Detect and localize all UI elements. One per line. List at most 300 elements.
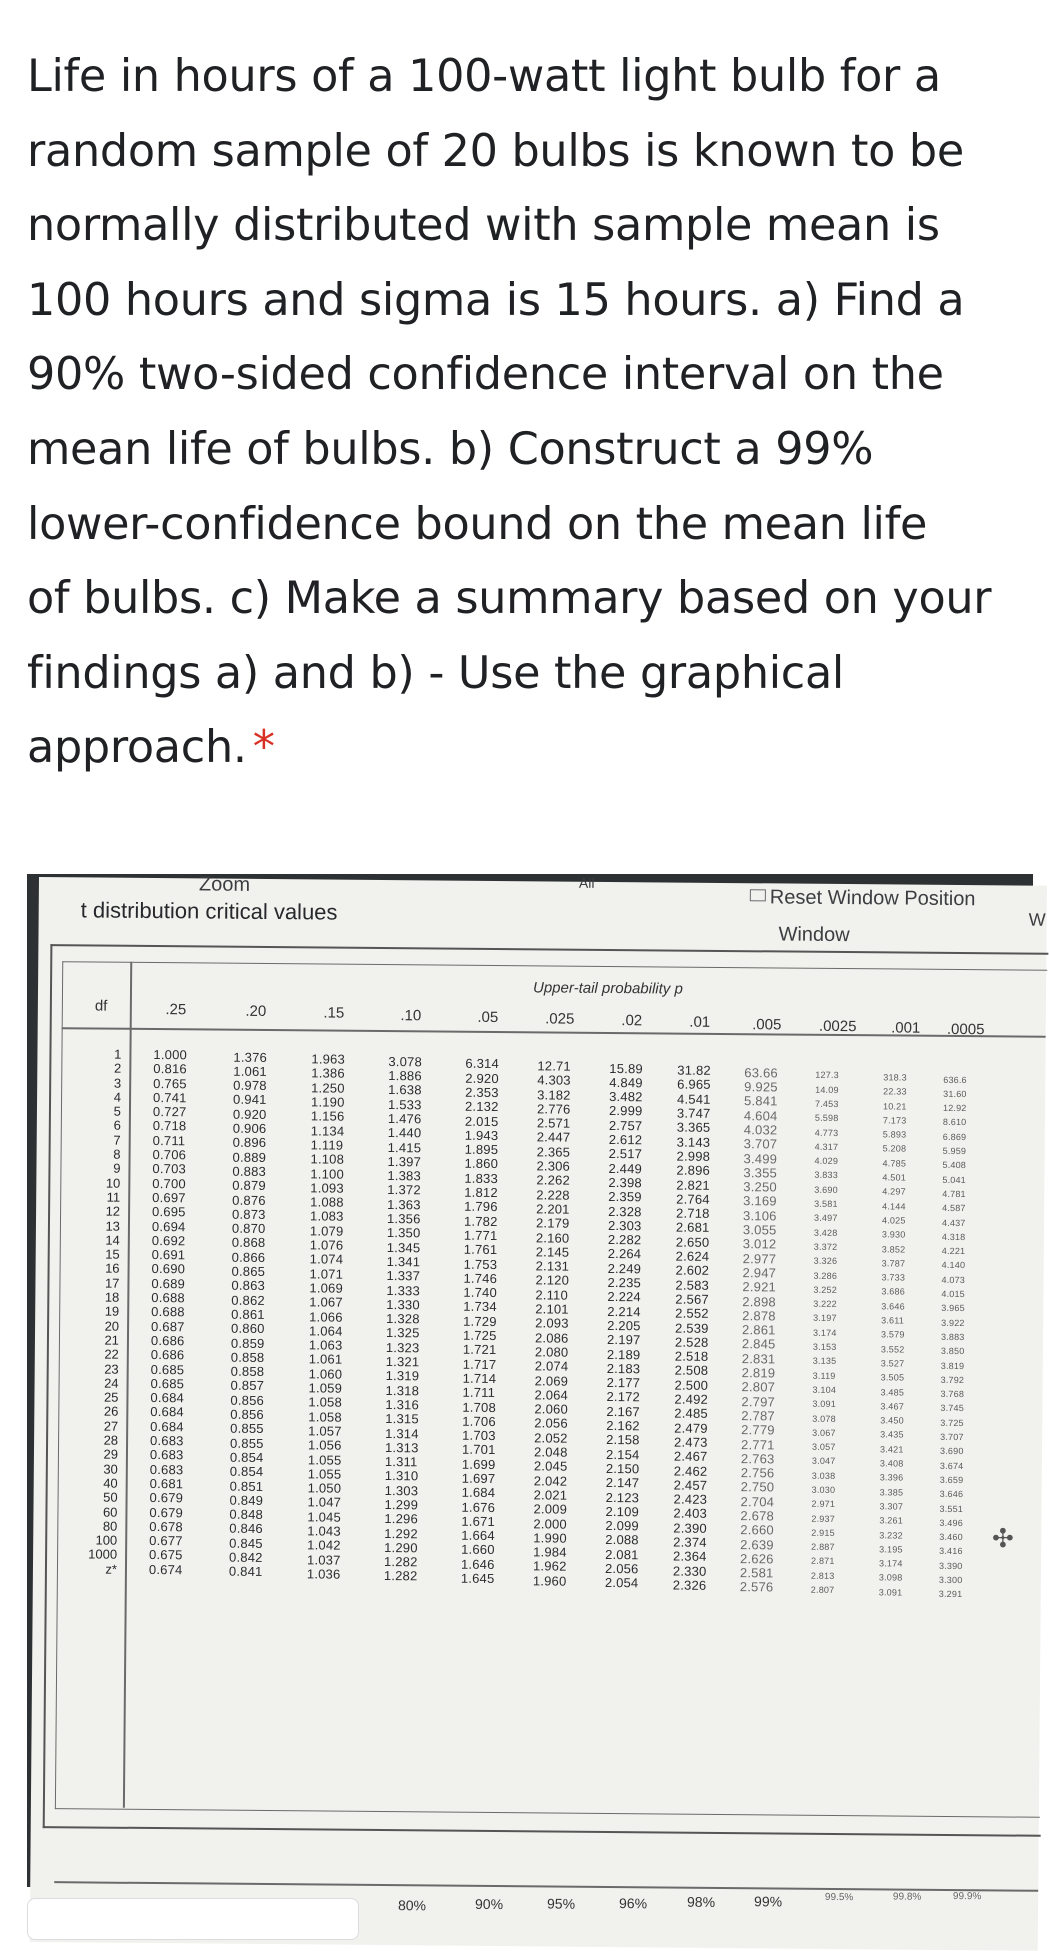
value-cell: 4.604 [743, 1107, 778, 1124]
value-cell: 1.717 [462, 1356, 497, 1372]
value-cell: 2.060 [534, 1401, 568, 1417]
value-cell: 1.363 [387, 1196, 421, 1213]
value-cell: 1.886 [388, 1068, 422, 1084]
value-cell: 5.598 [814, 1113, 839, 1124]
value-cell: 0.700 [152, 1175, 186, 1191]
value-cell: 2.447 [536, 1129, 571, 1146]
value-cell: 0.686 [150, 1347, 185, 1363]
value-cell: 6.869 [942, 1131, 967, 1142]
value-cell: 1.055 [307, 1451, 342, 1468]
df-cell: 16 [105, 1261, 120, 1277]
value-cell: 3.965 [941, 1303, 965, 1314]
value-cell: 2.718 [676, 1205, 710, 1222]
value-cell: 1.050 [307, 1480, 342, 1496]
value-cell: 0.674 [148, 1561, 183, 1577]
value-cell: 0.678 [149, 1518, 183, 1535]
table-photo[interactable] [27, 873, 1046, 1914]
value-cell: 3.291 [938, 1589, 963, 1600]
value-cell: 3.098 [878, 1572, 903, 1583]
value-cell: 1.292 [384, 1525, 418, 1541]
value-cell: 1.660 [461, 1542, 495, 1558]
value-cell: 3.143 [676, 1134, 711, 1150]
value-cell: 2.353 [465, 1084, 499, 1101]
value-cell: 4.297 [882, 1186, 906, 1197]
value-cell: 2.167 [606, 1403, 640, 1419]
value-cell: 2.201 [536, 1201, 570, 1217]
value-cell: 1.943 [464, 1127, 499, 1143]
value-cell: 1.701 [461, 1442, 496, 1458]
value-cell: 2.807 [741, 1379, 776, 1395]
value-cell: 0.863 [231, 1278, 266, 1294]
value-cell: 63.66 [744, 1064, 778, 1081]
value-cell: 0.692 [151, 1232, 186, 1249]
value-cell: 3.690 [939, 1446, 964, 1457]
value-cell: 1.699 [461, 1456, 496, 1472]
confidence-divider [54, 1881, 1038, 1891]
value-cell: 2.624 [675, 1248, 710, 1264]
value-cell: 1.345 [386, 1239, 421, 1255]
value-cell: 2.328 [608, 1203, 642, 1219]
value-cell: 3.104 [812, 1384, 837, 1395]
value-cell: 2.639 [740, 1536, 774, 1553]
value-cell: 1.356 [386, 1211, 421, 1227]
value-cell: 22.33 [883, 1086, 907, 1097]
answer-box[interactable] [27, 1898, 359, 1940]
value-cell: 1.250 [311, 1080, 345, 1096]
value-cell: 2.756 [740, 1465, 775, 1481]
df-cell: 1 [114, 1046, 122, 1062]
value-cell: 2.365 [536, 1144, 571, 1160]
value-cell: 3.850 [940, 1346, 965, 1357]
table-paper [30, 873, 1047, 1951]
value-cell: 1.190 [310, 1094, 345, 1110]
value-cell: 4.317 [814, 1141, 839, 1152]
value-cell: 1.063 [308, 1337, 343, 1353]
value-cell: 2.306 [536, 1158, 571, 1174]
value-cell: 5.959 [942, 1145, 967, 1157]
df-cell: 24 [104, 1375, 119, 1391]
value-cell: 2.567 [675, 1291, 709, 1307]
value-cell: 2.099 [605, 1518, 639, 1534]
value-cell: 3.707 [743, 1136, 778, 1152]
df-cell: 12 [105, 1203, 121, 1219]
value-cell: 3.725 [940, 1417, 964, 1428]
value-cell: 2.947 [742, 1265, 777, 1281]
value-cell: 2.552 [675, 1305, 709, 1322]
value-cell: 1.303 [384, 1482, 419, 1499]
value-cell: 1.676 [461, 1499, 496, 1515]
value-cell: 2.999 [608, 1103, 643, 1119]
value-cell: 2.771 [741, 1436, 775, 1452]
confidence-level-cell: 96% [618, 1894, 648, 1911]
value-cell: 0.859 [230, 1335, 265, 1351]
value-cell: 2.473 [674, 1434, 708, 1450]
value-cell: 0.978 [233, 1077, 267, 1094]
df-cell: 4 [113, 1089, 122, 1105]
value-cell: 1.963 [311, 1051, 346, 1067]
value-cell: 3.416 [939, 1546, 963, 1557]
value-cell: 636.6 [943, 1074, 967, 1085]
value-cell: 2.462 [673, 1463, 708, 1479]
value-cell: 3.581 [814, 1198, 838, 1210]
value-cell: 0.856 [230, 1406, 264, 1422]
value-cell: 4.073 [941, 1274, 966, 1285]
value-cell: 3.078 [812, 1413, 836, 1424]
value-cell: 1.076 [309, 1237, 344, 1253]
value-cell: 1.296 [384, 1511, 419, 1527]
value-cell: 2.132 [464, 1099, 499, 1115]
value-cell: 0.873 [232, 1206, 266, 1222]
value-cell: 0.855 [230, 1435, 264, 1451]
df-cell: 50 [103, 1489, 118, 1505]
value-cell: 2.750 [740, 1479, 775, 1495]
question-line [27, 711, 1027, 786]
df-cell: 10 [105, 1175, 121, 1191]
value-cell: 2.390 [673, 1520, 707, 1536]
value-cell: 2.069 [534, 1372, 569, 1389]
value-cell: 2.898 [742, 1293, 776, 1309]
column-header: .10 [400, 1006, 422, 1024]
value-cell: 4.029 [814, 1155, 839, 1167]
value-cell: 3.496 [939, 1517, 963, 1528]
value-cell: 1.311 [384, 1454, 418, 1470]
value-cell: 0.679 [149, 1504, 184, 1520]
value-cell: 1.036 [306, 1566, 341, 1582]
value-cell: 1.323 [385, 1339, 420, 1356]
value-cell: 3.505 [880, 1372, 905, 1383]
value-cell: 2.937 [811, 1513, 836, 1524]
value-cell: 0.695 [152, 1204, 186, 1220]
value-cell: 1.833 [464, 1170, 499, 1186]
value-cell: 3.659 [939, 1474, 964, 1485]
value-cell: 0.706 [152, 1147, 187, 1163]
confidence-level-cell: 99.8% [892, 1891, 922, 1903]
value-cell: 0.765 [153, 1075, 187, 1091]
value-cell: 2.787 [741, 1408, 775, 1424]
value-cell: 1.319 [385, 1368, 420, 1384]
value-cell: 0.855 [230, 1421, 264, 1437]
value-cell: 1.061 [233, 1063, 267, 1079]
value-cell: 1.067 [309, 1294, 343, 1310]
value-cell: 3.646 [881, 1301, 905, 1312]
df-cell: 8 [113, 1146, 121, 1162]
value-cell: 1.083 [309, 1208, 344, 1225]
value-cell: 1.771 [463, 1227, 498, 1243]
value-column [384, 1055, 461, 1585]
value-cell: 1.066 [309, 1308, 343, 1325]
value-cell: 3.372 [813, 1241, 838, 1252]
value-cell: 12.71 [537, 1058, 571, 1074]
value-cell: 0.675 [149, 1547, 183, 1563]
value-cell: 0.861 [231, 1306, 265, 1322]
value-cell: 0.703 [152, 1161, 187, 1177]
df-cell: 19 [104, 1303, 120, 1320]
value-cell: 0.842 [229, 1549, 263, 1565]
value-cell: 2.074 [534, 1358, 569, 1374]
value-cell: 3.852 [881, 1243, 906, 1255]
question-line: normally distributed with sample mean is [27, 200, 940, 252]
value-cell: 3.499 [743, 1150, 778, 1167]
value-cell: 1.895 [464, 1141, 499, 1158]
value-cell: 1.729 [463, 1313, 497, 1329]
value-cell: 1.088 [310, 1194, 344, 1210]
value-cell: 2.359 [608, 1189, 642, 1205]
column-header: .0025 [818, 1017, 857, 1035]
value-cell: 2.303 [607, 1217, 642, 1234]
value-cell: 2.861 [742, 1322, 776, 1338]
all-label: All [578, 874, 595, 891]
value-cell: 2.612 [608, 1132, 643, 1148]
question-text [27, 40, 1027, 786]
value-cell: 2.398 [608, 1174, 642, 1191]
df-cell: 9 [113, 1161, 121, 1177]
value-cell: 2.093 [535, 1315, 569, 1331]
value-cell: 2.492 [674, 1391, 709, 1407]
value-cell: 2.821 [676, 1177, 710, 1193]
value-cell: 1.134 [310, 1123, 345, 1139]
value-cell: 3.222 [813, 1298, 837, 1310]
value-column [461, 1057, 538, 1587]
value-cell: 4.437 [941, 1217, 966, 1228]
value-cell: 2.528 [674, 1334, 709, 1350]
value-cell: 2.571 [536, 1115, 571, 1131]
value-column [307, 1053, 384, 1583]
value-cell: 2.120 [535, 1272, 570, 1289]
df-cell: 29 [103, 1446, 119, 1463]
value-cell: 2.678 [740, 1508, 775, 1524]
value-cell: 1.734 [463, 1299, 497, 1315]
column-header: .05 [477, 1008, 499, 1026]
value-cell: 0.906 [232, 1120, 267, 1137]
value-cell: 0.854 [229, 1449, 264, 1465]
value-cell: 2.878 [742, 1307, 776, 1324]
move-handle-icon[interactable]: ✣ [992, 1524, 1014, 1554]
value-cell: 0.896 [232, 1135, 267, 1151]
value-cell: 4.849 [609, 1074, 643, 1091]
value-cell: 0.685 [150, 1375, 185, 1392]
value-cell: 1.313 [384, 1439, 419, 1456]
value-cell: 2.776 [536, 1101, 571, 1117]
question-line: of bulbs. c) Make a summary based on your [27, 573, 992, 625]
value-cell: 2.779 [741, 1422, 775, 1438]
value-cell: 4.032 [743, 1122, 778, 1138]
value-cell: 3.286 [813, 1270, 838, 1281]
value-cell: 2.807 [810, 1584, 835, 1596]
question-line: Life in hours of a 100-watt light bulb for a [27, 51, 941, 102]
value-cell: 2.364 [673, 1548, 707, 1565]
value-cell: 1.990 [533, 1530, 567, 1546]
value-cell: 3.787 [881, 1258, 906, 1269]
value-cell: 1.074 [309, 1251, 344, 1268]
value-cell: 4.501 [882, 1172, 906, 1183]
confidence-level-cell: 99.9% [952, 1890, 982, 1902]
value-cell: 2.757 [608, 1117, 643, 1134]
value-cell: 1.060 [308, 1366, 343, 1382]
value-cell: 1.058 [308, 1394, 343, 1410]
value-cell: 1.037 [306, 1551, 341, 1568]
df-cell: 18 [104, 1289, 120, 1305]
value-cell: 3.733 [881, 1272, 906, 1283]
value-cell: 3.030 [811, 1484, 836, 1495]
value-column [229, 1050, 306, 1580]
question-line: findings a) and b) - Use the graphical [27, 647, 845, 699]
value-cell: 3.135 [812, 1356, 837, 1367]
zoom-label: Zoom [198, 873, 251, 896]
df-cell: 26 [103, 1404, 119, 1420]
value-cell: 0.865 [231, 1263, 266, 1280]
value-cell: 3.883 [940, 1331, 965, 1343]
value-column [149, 1048, 226, 1578]
value-cell: 2.160 [535, 1229, 570, 1246]
value-cell: 1.299 [384, 1497, 419, 1513]
value-cell: 3.421 [879, 1444, 904, 1455]
value-cell: 2.423 [673, 1491, 708, 1507]
value-cell: 2.264 [607, 1246, 642, 1262]
value-cell: 2.009 [533, 1501, 568, 1517]
value-cell: 2.064 [534, 1387, 569, 1403]
value-cell: 5.893 [882, 1129, 907, 1140]
value-cell: 2.915 [811, 1527, 835, 1538]
df-cell: 3 [113, 1075, 122, 1091]
value-cell: 3.646 [939, 1489, 964, 1500]
value-cell: 0.687 [151, 1318, 185, 1334]
value-cell: 3.467 [880, 1401, 904, 1412]
value-cell: 2.052 [534, 1430, 568, 1446]
value-cell: 2.145 [535, 1244, 570, 1260]
value-cell: 6.314 [465, 1056, 499, 1072]
value-cell: 2.764 [676, 1191, 710, 1207]
value-cell: 2.179 [535, 1215, 570, 1231]
value-cell: 1.058 [308, 1408, 342, 1425]
value-cell: 0.876 [232, 1192, 266, 1208]
value-cell: 3.390 [938, 1560, 963, 1571]
value-cell: 1.860 [464, 1156, 499, 1172]
value-cell: 2.797 [741, 1393, 776, 1410]
value-cell: 2.205 [607, 1317, 641, 1334]
column-header: .02 [621, 1012, 643, 1030]
column-header: .025 [545, 1010, 575, 1028]
value-cell: 2.054 [604, 1575, 639, 1591]
value-cell: 2.183 [606, 1360, 641, 1377]
df-cell: 40 [103, 1475, 118, 1491]
value-cell: 3.552 [880, 1344, 905, 1355]
value-column [533, 1059, 610, 1589]
value-cell: 3.768 [940, 1389, 965, 1400]
value-cell: 3.611 [881, 1315, 905, 1326]
value-cell: 3.674 [939, 1460, 964, 1471]
value-cell: 2.224 [607, 1289, 641, 1305]
value-cell: 0.685 [150, 1361, 185, 1377]
value-cell: 1.664 [461, 1527, 495, 1544]
value-cell: 1.059 [308, 1380, 343, 1396]
value-cell: 0.694 [151, 1218, 186, 1234]
value-cell: 1.684 [461, 1485, 496, 1501]
value-cell: 2.110 [535, 1287, 569, 1303]
column-header: .15 [323, 1004, 345, 1023]
value-cell: 0.848 [229, 1506, 264, 1523]
reset-window-position [750, 886, 976, 911]
value-cell: 2.330 [672, 1563, 707, 1579]
value-cell: 1.397 [387, 1153, 422, 1170]
value-cell: 1.318 [385, 1382, 420, 1398]
value-cell: 3.261 [879, 1515, 903, 1526]
value-cell: 3.408 [879, 1458, 904, 1469]
value-cell: 1.440 [387, 1125, 422, 1141]
value-cell: 2.150 [605, 1460, 640, 1477]
value-cell: 3.460 [939, 1531, 963, 1543]
value-cell: 0.683 [150, 1433, 184, 1449]
df-cell: 100 [95, 1532, 118, 1548]
value-cell: 2.282 [607, 1232, 642, 1248]
value-cell: 1.043 [307, 1523, 341, 1539]
df-cell: 17 [104, 1275, 120, 1291]
value-cell: 3.252 [813, 1284, 838, 1295]
value-cell: 0.690 [151, 1261, 186, 1277]
value-cell: 3.527 [880, 1358, 905, 1369]
value-cell: 1.093 [310, 1180, 344, 1196]
value-cell: 2.517 [608, 1146, 643, 1162]
value-cell: 2.147 [605, 1475, 640, 1491]
value-cell: 2.581 [739, 1565, 774, 1581]
value-cell: 2.813 [810, 1570, 835, 1581]
value-cell: 1.376 [233, 1049, 268, 1065]
value-cell: 3.197 [813, 1313, 837, 1324]
df-cell: 5 [113, 1103, 122, 1119]
column-header: .0005 [946, 1021, 985, 1039]
value-cell: 1.703 [462, 1427, 496, 1444]
value-cell: 4.025 [881, 1215, 906, 1226]
value-cell: 2.500 [674, 1377, 709, 1393]
value-cell: 2.131 [535, 1258, 570, 1274]
value-cell: 0.854 [229, 1463, 264, 1480]
value-cell: 7.453 [815, 1098, 839, 1109]
value-cell: 3.482 [609, 1089, 643, 1105]
value-cell: 2.977 [742, 1250, 777, 1267]
value-cell: 2.154 [605, 1446, 640, 1462]
value-cell: 2.056 [534, 1415, 568, 1432]
value-cell: 1.119 [310, 1137, 344, 1153]
value-cell: 3.300 [938, 1574, 963, 1586]
value-cell: 14.09 [815, 1084, 839, 1095]
value-cell: 0.845 [229, 1535, 263, 1551]
value-cell: 4.318 [941, 1231, 966, 1242]
value-cell: 1.350 [386, 1225, 421, 1241]
value-cell: 2.056 [604, 1560, 639, 1577]
value-cell: 9.925 [744, 1079, 778, 1095]
value-cell: 3.057 [812, 1441, 836, 1453]
value-cell: 0.679 [149, 1490, 184, 1506]
value-cell: 2.158 [606, 1432, 640, 1448]
value-cell: 5.041 [942, 1174, 966, 1185]
value-cell: 0.858 [230, 1363, 265, 1380]
value-cell: 4.773 [814, 1127, 839, 1138]
value-cell: 1.056 [307, 1437, 342, 1453]
edge-label: W [1028, 909, 1046, 930]
value-cell: 1.055 [307, 1466, 342, 1482]
value-cell: 1.290 [384, 1539, 418, 1556]
table-title: t distribution critical values [80, 897, 338, 925]
value-cell: 3.055 [742, 1222, 777, 1238]
value-cell: 0.846 [229, 1521, 263, 1537]
value-cell: 3.435 [880, 1429, 904, 1440]
value-cell: 0.727 [152, 1104, 187, 1120]
question-line: random sample of 20 bulbs is known to be [27, 125, 964, 177]
value-cell: 0.683 [149, 1461, 184, 1477]
value-cell: 0.858 [230, 1349, 265, 1365]
value-cell: 1.962 [532, 1558, 567, 1575]
value-cell: 31.60 [943, 1088, 967, 1099]
value-cell: 0.849 [229, 1492, 264, 1508]
